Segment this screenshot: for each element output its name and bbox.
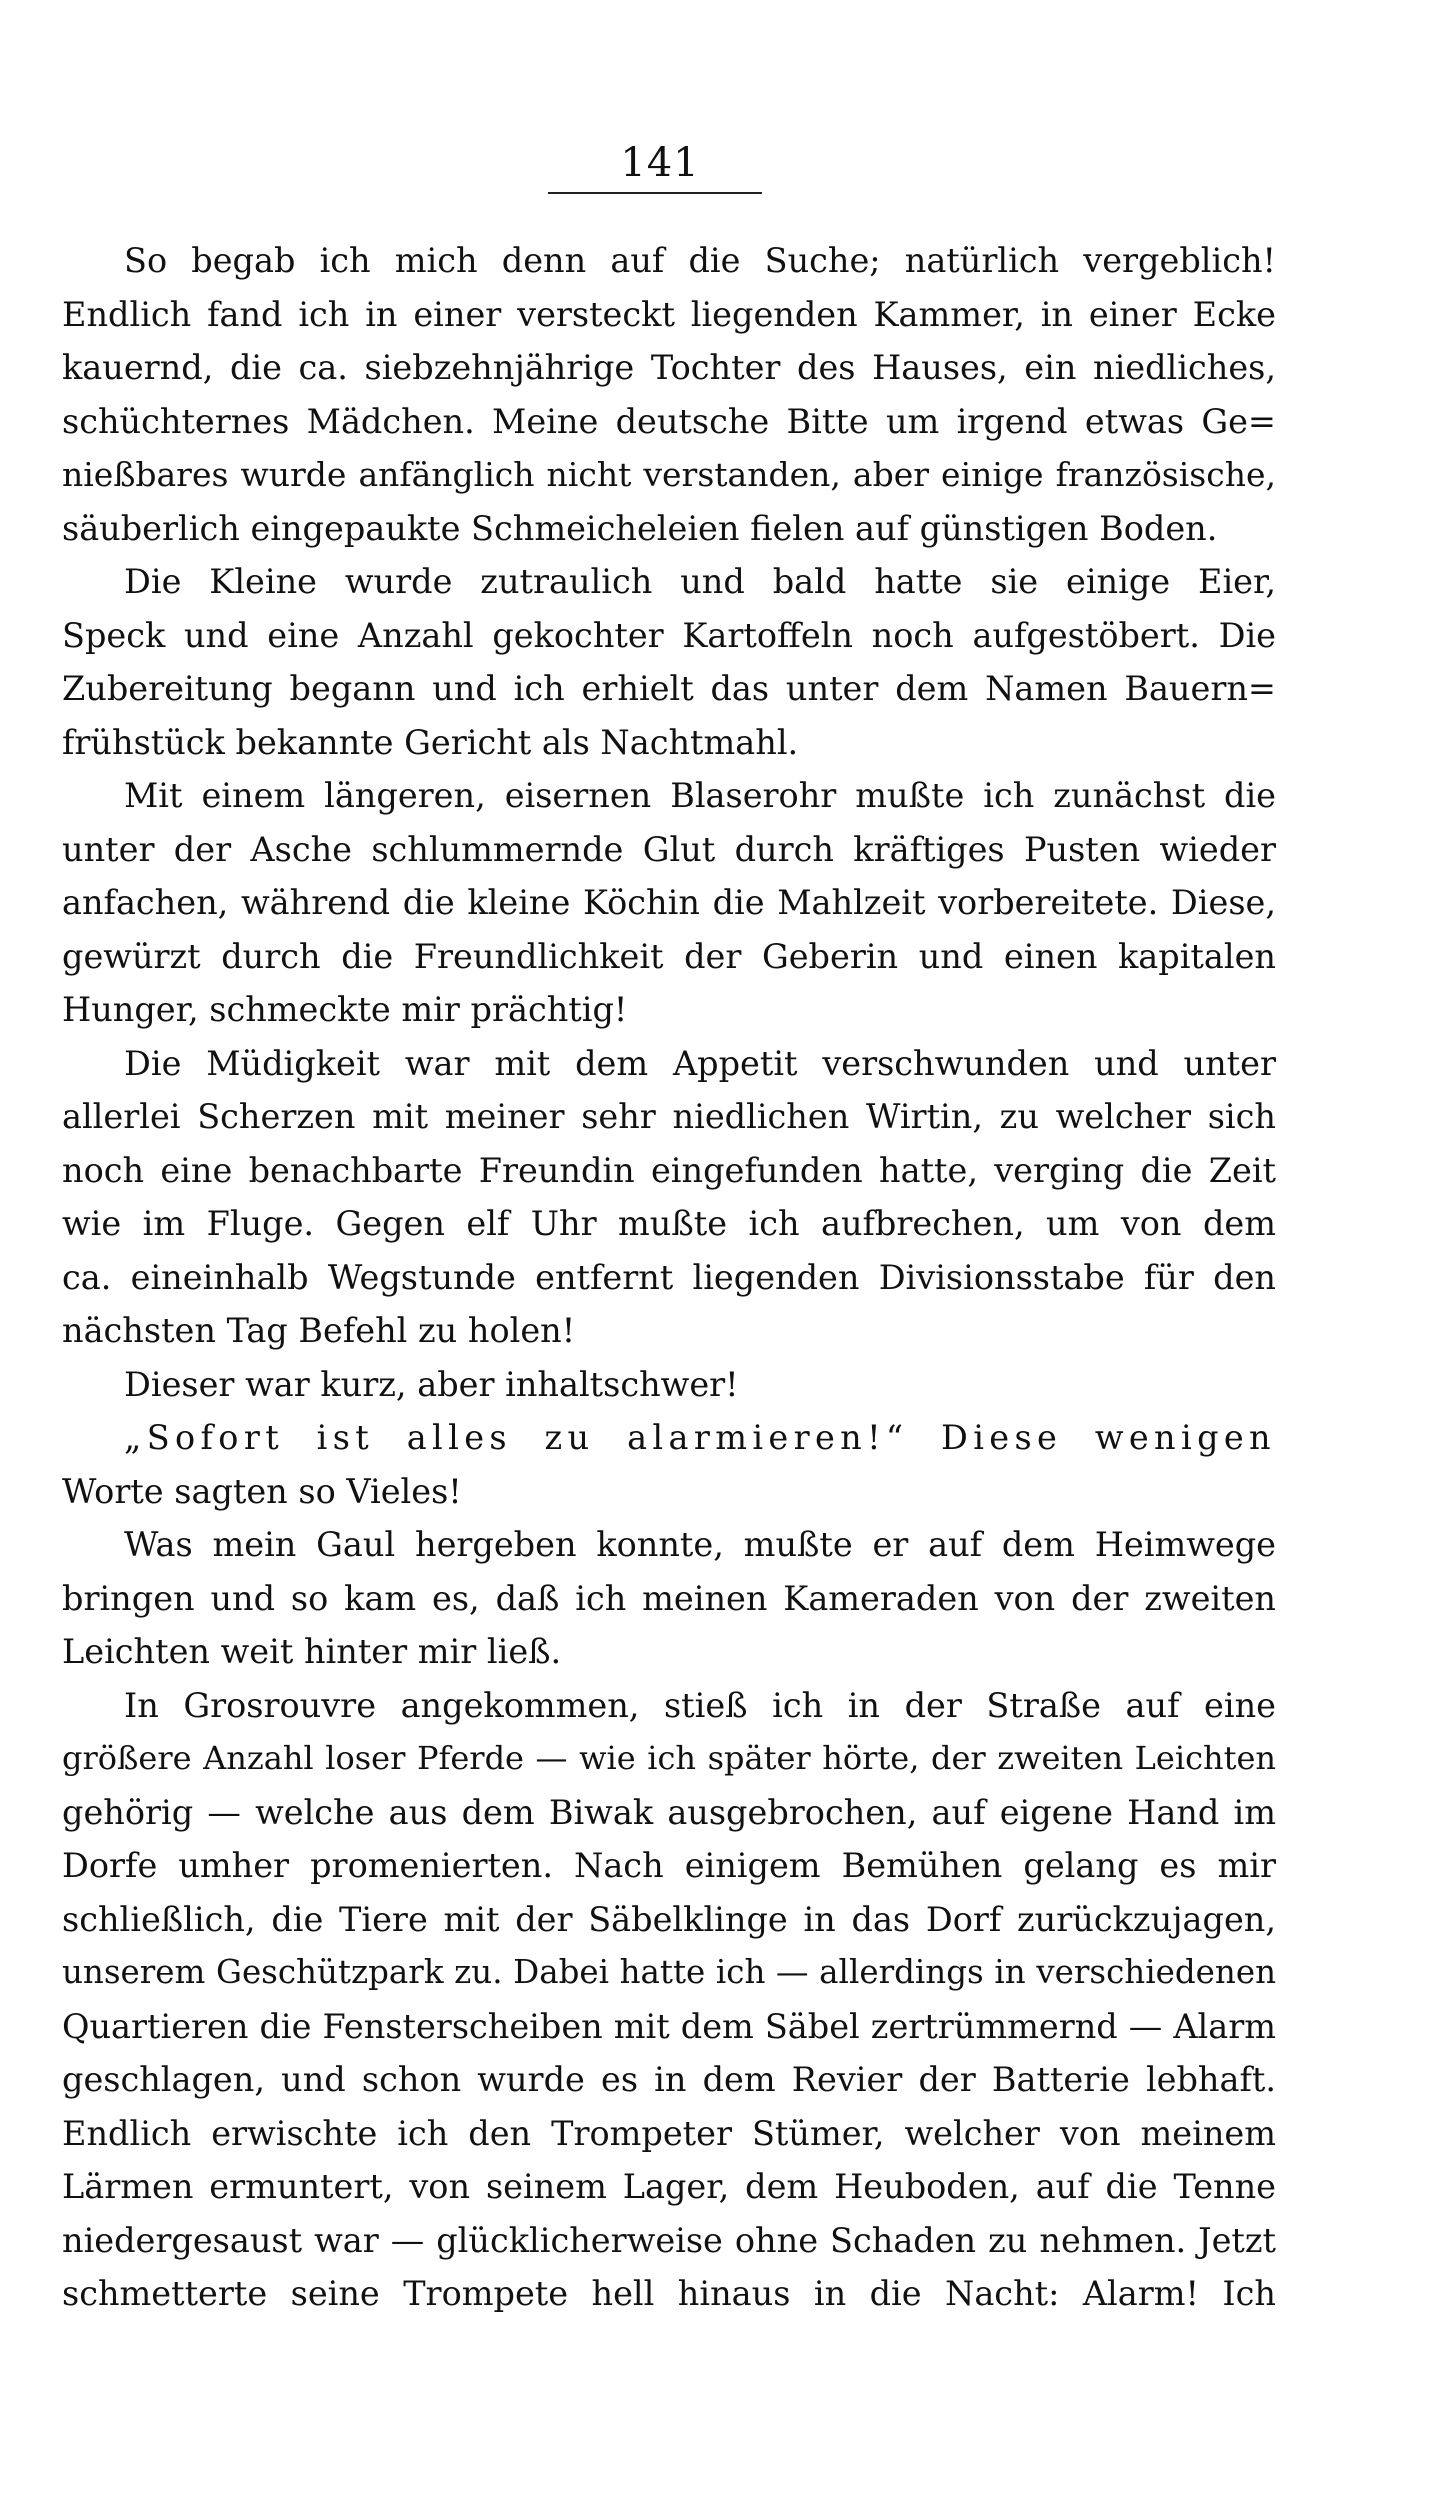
text-line: Endlich fand ich in einer versteckt liegenden Kammer, in einer Ecke — [62, 294, 1276, 334]
text-line: schließlich, die Tiere mit der Säbelklinge in das Dorf zurückzujagen, — [62, 1899, 1276, 1939]
text-line: geschlagen, und schon wurde es in dem Revier der Batterie lebhaft. — [62, 2060, 1276, 2099]
text-line: nießbares wurde anfänglich nicht verstanden, aber einige französische, — [62, 455, 1276, 494]
text-line: Die Müdigkeit war mit dem Appetit verschwunden und unter — [124, 1043, 1276, 1083]
text-line: Was mein Gaul hergeben konnte, mußte er auf dem Heimwege — [124, 1525, 1276, 1564]
text-line: Hunger, schmeckte mir prächtig! — [62, 990, 628, 1029]
text-line: Lärmen ermuntert, von seinem Lager, dem Heuboden, auf die Tenne — [62, 2167, 1276, 2206]
text-line: wie im Fluge. Gegen elf Uhr mußte ich aufbrechen, um von dem — [62, 1204, 1276, 1243]
text-line: unserem Geschützpark zu. Dabei hatte ich — allerdings in verschiedenen — [62, 1953, 1276, 1991]
text-line: größere Anzahl loser Pferde — wie ich später hörte, der zweiten Leichten — [62, 1739, 1276, 1777]
text-line: allerlei Scherzen mit meiner sehr niedlichen Wirtin, zu welcher sich — [62, 1097, 1276, 1136]
text-line: Leichten weit hinter mir ließ. — [62, 1632, 562, 1671]
text-line: niedergesaust war — glücklicherweise ohne Schaden zu nehmen. Jetzt — [62, 2220, 1276, 2260]
text-line: gewürzt durch die Freundlichkeit der Geberin und einen kapitalen — [62, 936, 1276, 976]
text-line: Zubereitung begann und ich erhielt das unter dem Namen Bauern= — [62, 669, 1276, 708]
text-line: noch eine benachbarte Freundin eingefunden hatte, verging die Zeit — [62, 1150, 1276, 1190]
text-line: Dieser war kurz, aber inhaltschwer! — [124, 1364, 739, 1404]
text-line: Quartieren die Fensterscheiben mit dem Säbel zertrümmernd — Alarm — [62, 2006, 1276, 2046]
text-line: nächsten Tag Befehl zu holen! — [62, 1311, 576, 1350]
text-line: unter der Asche schlummernde Glut durch kräftiges Pusten wieder — [62, 829, 1276, 869]
text-line: schüchternes Mädchen. Meine deutsche Bitte um irgend etwas Ge= — [62, 401, 1276, 441]
text-line: Endlich erwischte ich den Trompeter Stümer, welcher von meinem — [62, 2113, 1276, 2153]
text-line: säuberlich eingepaukte Schmeicheleien fielen auf günstigen Boden. — [62, 508, 1218, 548]
text-line: Dorfe umher promenierten. Nach einigem Bemühen gelang es mir — [62, 1846, 1276, 1885]
text-line: bringen und so kam es, daß ich meinen Kameraden von der zweiten — [62, 1578, 1276, 1618]
text-line: gehörig — welche aus dem Biwak ausgebrochen, auf eigene Hand im — [62, 1792, 1276, 1832]
text-line: So begab ich mich denn auf die Suche; natürlich vergeblich! — [124, 241, 1276, 280]
header-rule — [548, 192, 762, 194]
text-line: Mit einem längeren, eisernen Blaserohr mußte ich zunächst die — [124, 776, 1276, 815]
text-line: ca. eineinhalb Wegstunde entfernt liegenden Divisionsstabe für den — [62, 1257, 1276, 1297]
text-line: kauernd, die ca. siebzehnjährige Tochter des Hauses, ein niedliches, — [62, 348, 1276, 387]
text-line: schmetterte seine Trompete hell hinaus in die Nacht: Alarm! Ich — [62, 2274, 1276, 2313]
text-line: frühstück bekannte Gericht als Nachtmahl. — [62, 722, 799, 762]
text-line: anfachen, während die kleine Köchin die Mahlzeit vorbereitete. Diese, — [62, 883, 1276, 922]
text-line: Worte sagten so Vieles! — [62, 1471, 462, 1511]
text-line: „Sofort ist alles zu alarmieren!“ Diese wenigen — [124, 1418, 1276, 1457]
page-number: 141 — [620, 140, 700, 186]
text-line: Speck und eine Anzahl gekochter Kartoffeln noch aufgestöbert. Die — [62, 615, 1276, 655]
body-text — [62, 234, 1276, 2321]
text-line: In Grosrouvre angekommen, stieß ich in der Straße auf eine — [124, 1685, 1276, 1725]
text-line: Die Kleine wurde zutraulich und bald hatte sie einige Eier, — [124, 562, 1276, 601]
